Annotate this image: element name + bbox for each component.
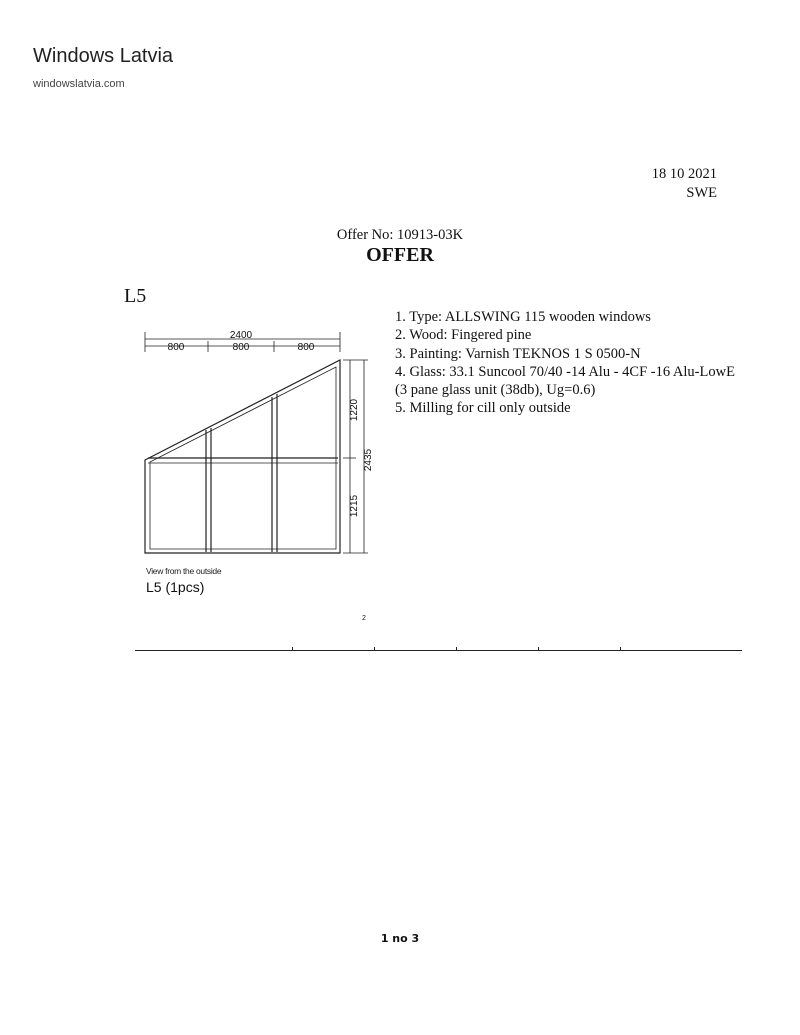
offer-number: Offer No: 10913-03K xyxy=(336,227,464,243)
view-caption: View from the outside xyxy=(146,566,222,576)
window-drawing xyxy=(130,320,380,565)
divider-tick xyxy=(292,647,293,651)
dim-segment-width: 800 xyxy=(167,342,185,353)
divider-tick xyxy=(620,647,621,651)
offer-title: OFFER xyxy=(366,244,434,266)
company-name: Windows Latvia xyxy=(33,45,174,67)
dim-height-lower: 1215 xyxy=(349,494,360,518)
small-mark: 2 xyxy=(362,615,366,622)
quantity-label: L5 (1pcs) xyxy=(146,579,205,595)
spec-line: 3. Painting: Varnish TEKNOS 1 S 0500-N xyxy=(395,345,641,362)
dim-total-height: 2435 xyxy=(363,448,374,472)
divider-tick xyxy=(374,647,375,651)
spec-line: 4. Glass: 33.1 Suncool 70/40 -14 Alu - 4CF -16 Alu-LowE (3 pane glass unit (38db), Ug=0.6) xyxy=(395,363,735,399)
offer-language: SWE xyxy=(686,185,717,201)
offer-date: 18 10 2021 xyxy=(651,166,717,182)
dim-total-width: 2400 xyxy=(229,330,253,341)
spec-line: 5. Milling for cill only outside xyxy=(395,400,571,417)
divider-tick xyxy=(456,647,457,651)
spec-line: 2. Wood: Fingered pine xyxy=(395,327,532,344)
spec-list xyxy=(395,308,740,418)
frame-outline xyxy=(145,360,340,553)
item-code: L5 xyxy=(124,285,147,307)
spec-line: 1. Type: ALLSWING 115 wooden windows xyxy=(395,309,651,325)
dim-height-upper: 1220 xyxy=(349,398,360,422)
divider-tick xyxy=(538,647,539,651)
dim-segment-width: 800 xyxy=(297,342,315,353)
company-website: windowslatvia.com xyxy=(33,78,125,90)
dim-segment-width: 800 xyxy=(232,342,250,353)
divider-rule xyxy=(135,650,742,651)
page-number: 1 no 3 xyxy=(380,932,420,945)
